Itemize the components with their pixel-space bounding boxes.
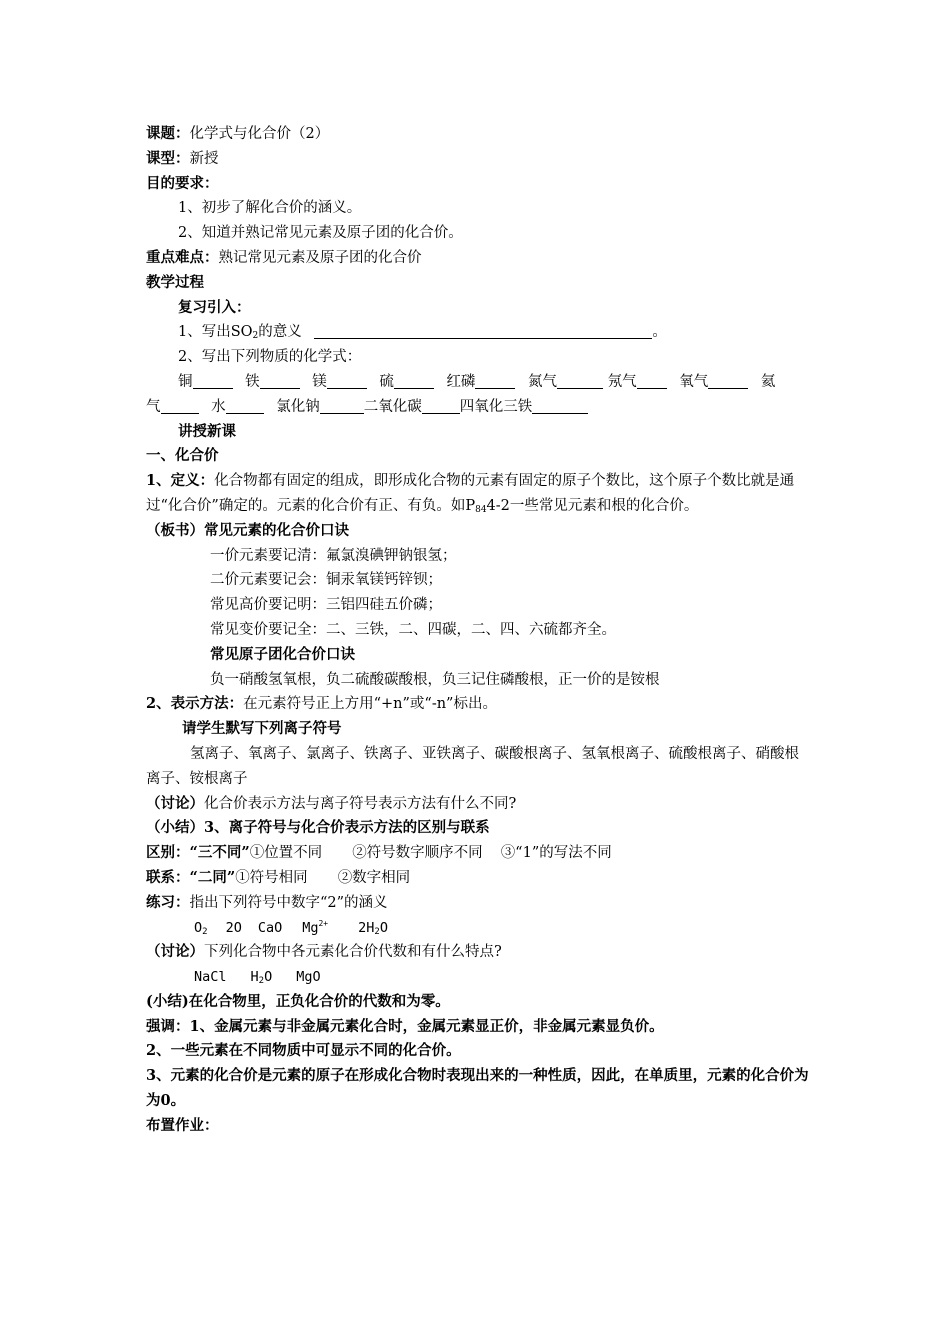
- process-heading: 教学过程: [146, 273, 204, 291]
- rhyme-line-1: 一价元素要记清：氟氯溴碘钾钠银氢；: [210, 547, 457, 564]
- emphasis-2: 2、一些元素在不同物质中可显示不同的化合价。: [146, 1042, 461, 1060]
- review-heading: 复习引入：: [178, 298, 251, 316]
- dictation-heading: 请学生默写下列离子符号: [182, 720, 342, 738]
- blank-nitrogen[interactable]: [557, 372, 603, 389]
- goal-1: 1、初步了解化合价的涵义。: [178, 200, 362, 217]
- key-points: 熟记常见元素及原子团的化合价: [218, 249, 422, 266]
- emphasis-1: 强调：1、金属元素与非金属元素化合时，金属元素显正价，非金属元素显负价。: [146, 1017, 664, 1035]
- q1-text-a: 1、写出SO: [178, 324, 253, 341]
- discuss-2-text: 下列化合物中各元素化合价代数和有什么特点?: [204, 944, 502, 961]
- item-nitrogen: 氮气: [528, 373, 558, 390]
- definition-subscript: 84: [475, 504, 487, 515]
- definition-paragraph: [146, 469, 810, 519]
- compound-h2o: $H_2O$: [250, 969, 273, 987]
- difference-2: ②符号数字顺序不同: [352, 845, 483, 862]
- review-q1: [146, 320, 810, 345]
- review-q2: 2、写出下列物质的化学式：: [178, 349, 362, 366]
- definition-text-a: 化合物都有固定的组成，即形成化合物的元素有固定的原子个数比，这个原子个数比就是通过“化合价”确定的。元素的化合价有正、有负。如P: [146, 473, 795, 514]
- method-line: [146, 692, 810, 717]
- lecture-heading: 讲授新课: [178, 422, 236, 440]
- rhyme-line-3: 常见高价要记明：三铝四硅五价磷；: [210, 597, 442, 614]
- symbol-2h2o: $2H_2O$: [358, 919, 388, 937]
- board-heading: （板书）常见元素的化合价口诀: [146, 521, 349, 539]
- item-helium-end: 气: [146, 398, 161, 415]
- definition-text-b: 4-2一些常见元素和根的化合价。: [486, 497, 699, 514]
- title-label: 课题：: [146, 125, 190, 142]
- item-copper: 铜: [178, 373, 193, 390]
- link-2: ②数字相同: [337, 869, 411, 886]
- blank-oxygen[interactable]: [708, 372, 748, 389]
- item-sulfur: 硫: [379, 373, 394, 390]
- discuss-1: [146, 792, 810, 817]
- practice-line: [146, 891, 810, 916]
- ion-list: 氢离子、氧离子、氯离子、铁离子、亚铁离子、碳酸根离子、氢氧根离子、硫酸根离子、硝酸根离子、铵根离子: [146, 745, 799, 787]
- difference-line: [146, 841, 810, 866]
- title-line: [146, 122, 810, 147]
- item-magnesium: 镁: [312, 373, 327, 390]
- symbol-list: [146, 916, 810, 941]
- link-line: [146, 866, 810, 891]
- goals-heading: 目的要求：: [146, 174, 219, 192]
- symbol-2o: 2O: [225, 919, 242, 936]
- lesson-title: 化学式与化合价（2）: [189, 126, 330, 142]
- formula-row-1: [146, 370, 810, 395]
- blank-water[interactable]: [226, 397, 264, 414]
- q1-answer-blank[interactable]: [314, 322, 652, 339]
- symbol-mg2plus: $Mg^{2+}$: [302, 918, 329, 936]
- goal-2: 2、知道并熟记常见元素及原子团的化合价。: [178, 225, 463, 242]
- discuss-1-text: 化合价表示方法与离子符号表示方法有什么不同?: [204, 795, 517, 812]
- method-label: 2、表示方法：: [146, 695, 244, 713]
- blank-helium[interactable]: [161, 397, 199, 414]
- key-line: [146, 246, 810, 271]
- link-label: 联系：“二同”: [146, 868, 236, 886]
- blank-red-phosphorus[interactable]: [475, 372, 515, 389]
- difference-1: ①位置不同: [249, 845, 323, 862]
- blank-sodium-chloride[interactable]: [320, 397, 364, 414]
- group-rhyme: 负一硝酸氢氧根，负二硫酸碳酸根，负三记住磷酸根，正一价的是铵根: [210, 671, 660, 688]
- type-label: 课型：: [146, 149, 190, 167]
- formula-row-2: [146, 395, 810, 420]
- symbol-o2: $O_2$: [194, 919, 208, 937]
- item-sodium-chloride: 氯化钠: [276, 398, 320, 415]
- summary-1: （小结）3、离子符号与化合价表示方法的区别与联系: [146, 819, 490, 837]
- blank-sulfur[interactable]: [394, 372, 434, 389]
- rhyme-line-2: 二价元素要记会：铜汞氧镁钙锌钡；: [210, 572, 442, 589]
- q1-end: 。: [652, 324, 667, 341]
- group-rhyme-heading: 常见原子团化合价口诀: [210, 645, 355, 663]
- blank-iron-oxide[interactable]: [532, 397, 588, 414]
- q1-subscript: 2: [252, 331, 259, 342]
- symbol-cao: CaO: [257, 919, 283, 936]
- discuss-2: [146, 940, 810, 965]
- lesson-type: 新授: [189, 150, 219, 167]
- blank-magnesium[interactable]: [327, 372, 367, 389]
- blank-carbon-dioxide[interactable]: [422, 397, 460, 414]
- summary-2: (小结)在化合物里，正负化合价的代数和为零。: [146, 992, 450, 1010]
- lesson-plan: [146, 122, 810, 1139]
- practice-label: 练习：: [146, 893, 190, 911]
- item-iron-oxide: 四氧化三铁: [459, 398, 533, 415]
- rhyme-line-4: 常见变价要记全：二、三铁，二、四碳，二、四、六硫都齐全。: [210, 621, 616, 638]
- compound-mgo: MgO: [296, 969, 321, 986]
- link-1: ①符号相同: [235, 869, 308, 886]
- q1-text-b: 的意义: [258, 324, 302, 341]
- blank-iron[interactable]: [260, 372, 300, 389]
- compound-list: [146, 965, 810, 990]
- practice-text: 指出下列符号中数字“2”的涵义: [189, 894, 388, 911]
- item-neon: 氖气: [607, 373, 637, 390]
- discuss-1-label: （讨论）: [146, 794, 204, 812]
- item-iron: 铁: [245, 373, 260, 390]
- blank-neon[interactable]: [637, 372, 667, 389]
- method-text: 在元素符号正上方用“+n”或“-n”标出。: [243, 696, 497, 713]
- item-water: 水: [211, 398, 226, 415]
- section-1-heading: 一、化合价: [146, 447, 219, 465]
- difference-3: ③“1”的写法不同: [500, 845, 612, 862]
- discuss-2-label: （讨论）: [146, 943, 204, 961]
- item-oxygen: 氧气: [679, 373, 709, 390]
- item-carbon-dioxide: 二氧化碳: [363, 398, 422, 415]
- definition-label: 1、定义：: [146, 472, 215, 490]
- emphasis-3: 3、元素的化合价是元素的原子在形成化合物时表现出来的一种性质，因此，在单质里，元素的化合价为为0。: [146, 1067, 809, 1110]
- key-label: 重点难点：: [146, 248, 219, 266]
- type-line: [146, 147, 810, 172]
- item-helium-start: 氦: [760, 373, 776, 390]
- compound-nacl: NaCl: [194, 969, 227, 986]
- item-red-phosphorus: 红磷: [446, 373, 476, 390]
- blank-copper[interactable]: [193, 372, 233, 389]
- homework-heading: 布置作业：: [146, 1116, 219, 1134]
- difference-label: 区别：“三不同”: [146, 844, 250, 862]
